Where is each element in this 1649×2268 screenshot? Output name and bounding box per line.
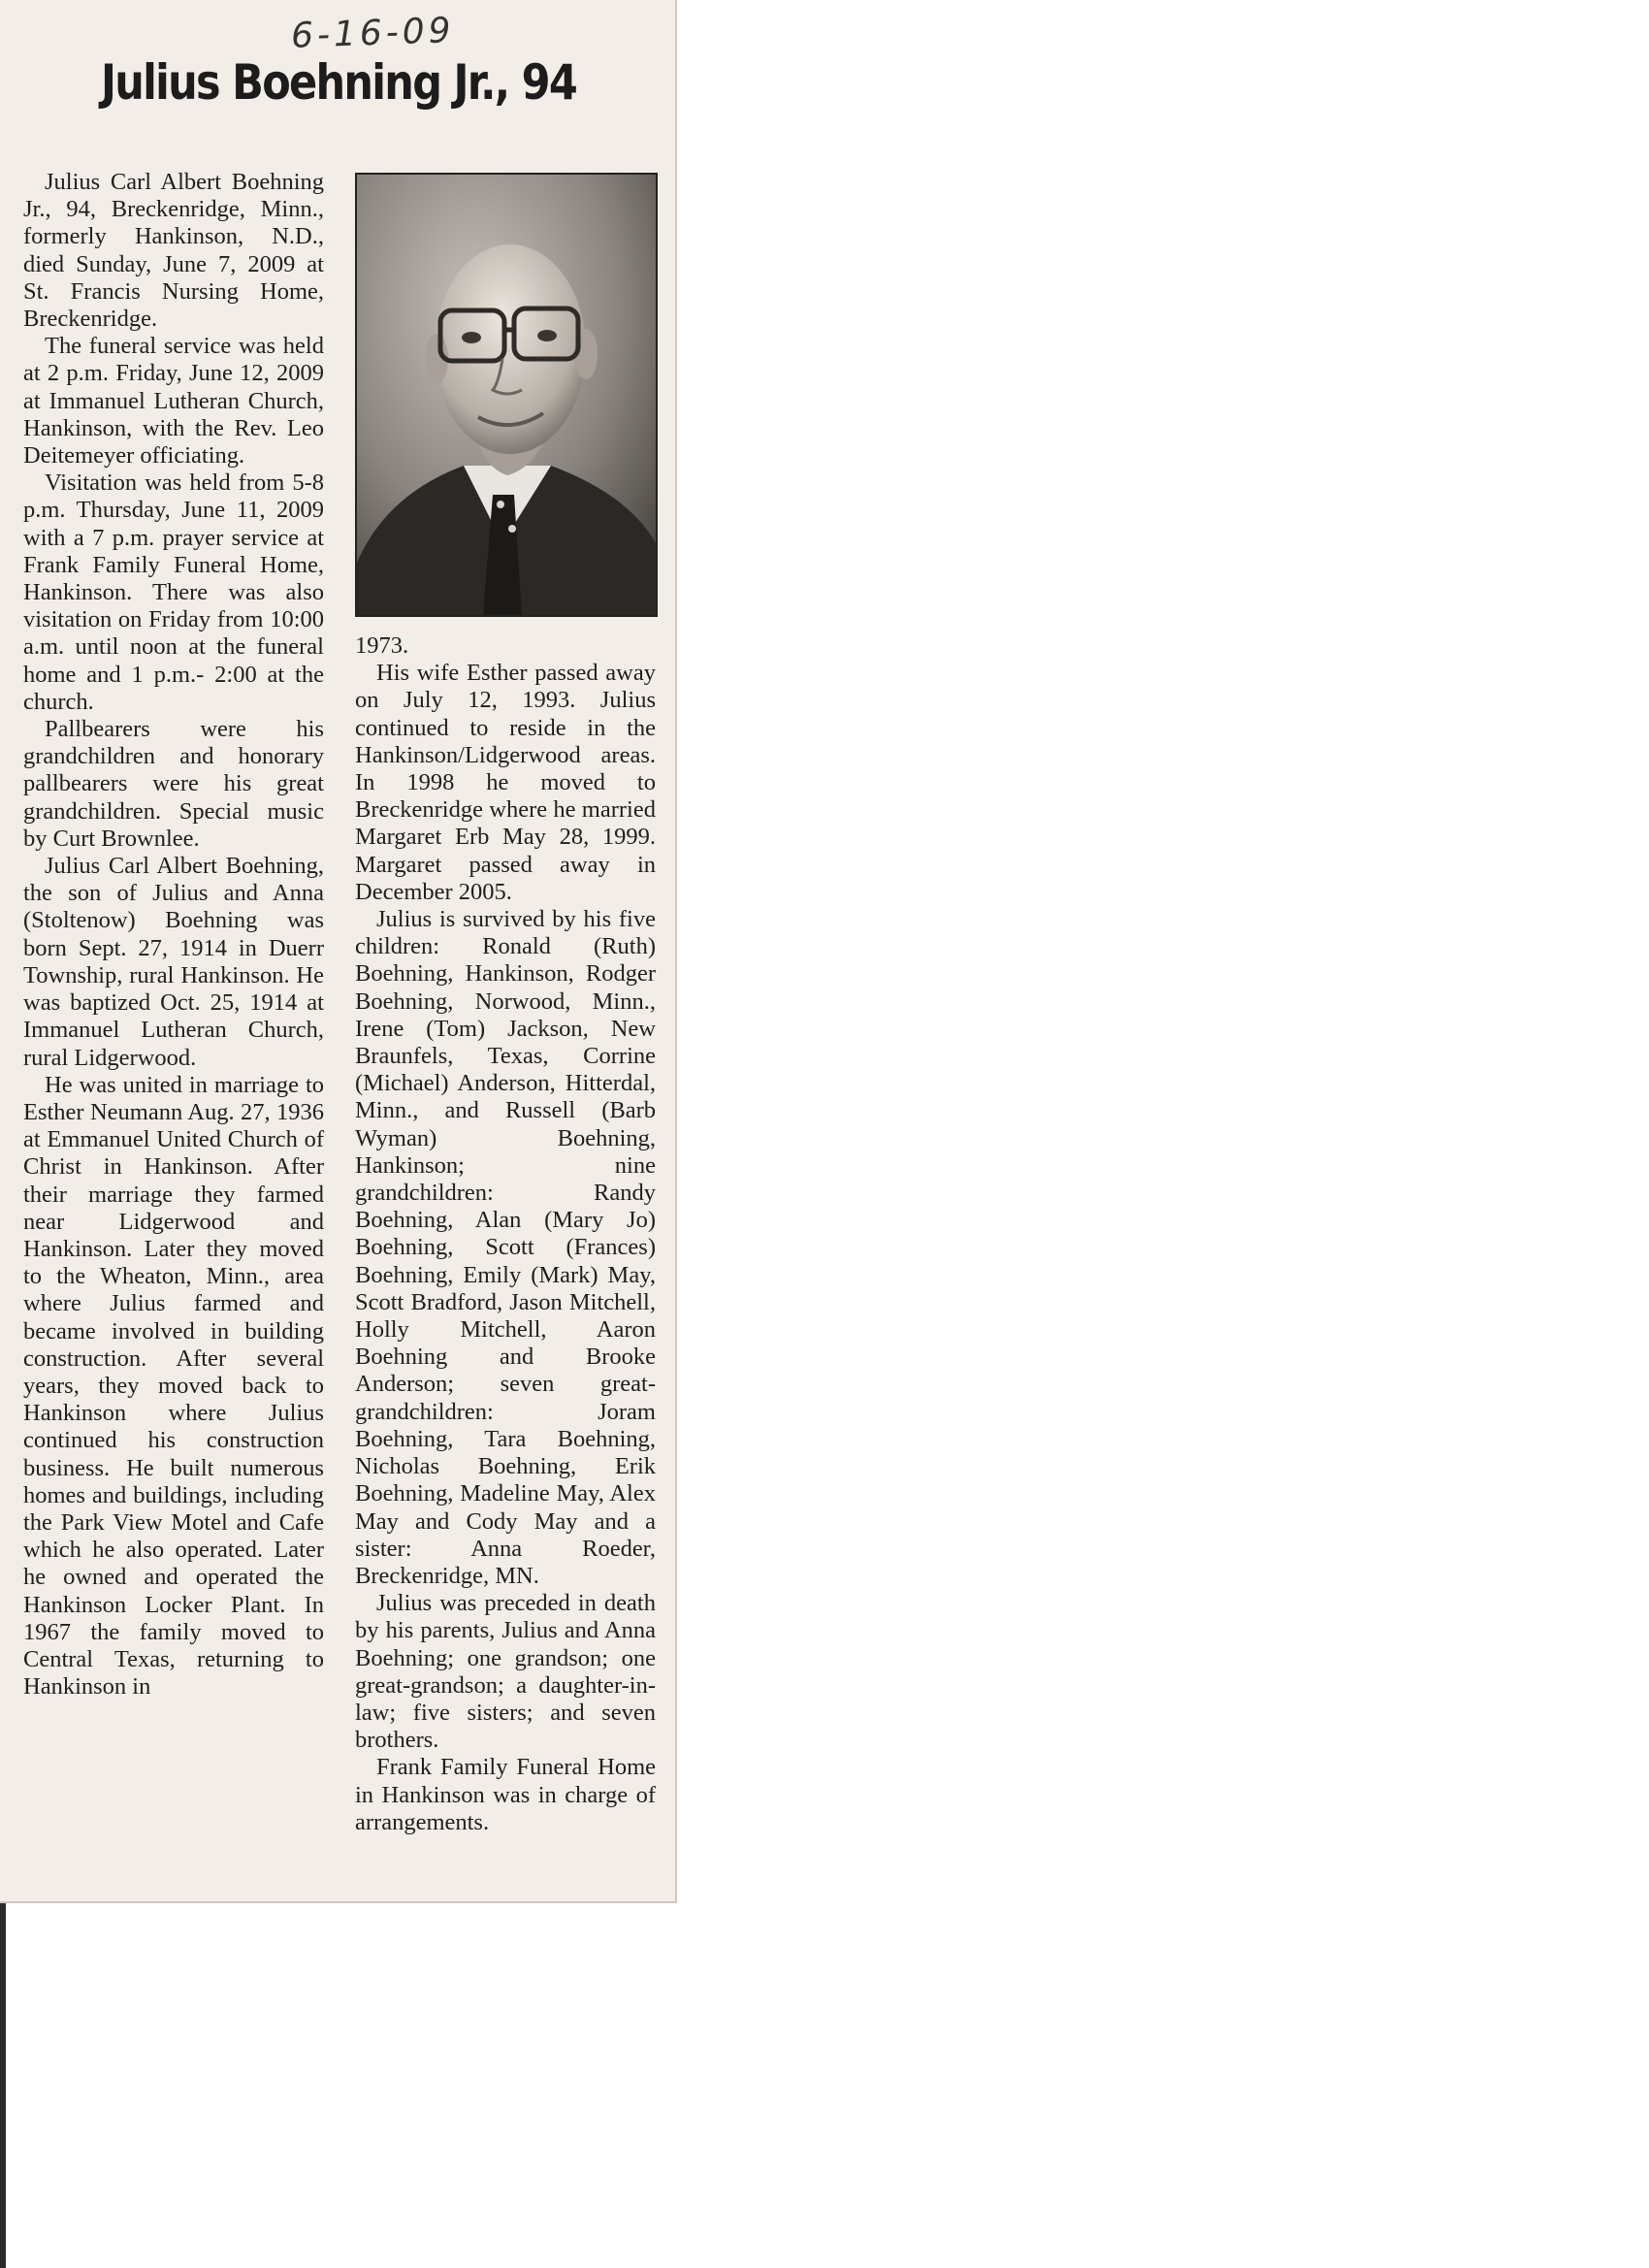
paragraph-continuation: 1973. (355, 632, 409, 659)
right-text-column (355, 632, 656, 1836)
portrait-photo (355, 173, 658, 617)
paragraph-visitation: Visitation was held from 5-8 p.m. Thursday, June 11, 2009 with a 7 p.m. prayer service at Frank Family Funeral Home, Hankinson. There was also visitation on Friday from 10:00 a.m. until noon at the funeral home and 1 p.m.- 2:00 at the church. (23, 470, 324, 715)
paragraph-pallbearers: Pallbearers were his grandchildren and honorary pallbearers were his great grandchildren. Special music by Curt Brownlee. (23, 716, 324, 852)
newspaper-clipping (0, 0, 677, 1903)
paragraph-death-notice: Julius Carl Albert Boehning Jr., 94, Breckenridge, Minn., formerly Hankinson, N.D., died Sunday, June 7, 2009 at St. Francis Nursing Home, Breckenridge. (23, 169, 324, 333)
paragraph-funeral-service: The funeral service was held at 2 p.m. Friday, June 12, 2009 at Immanuel Lutheran Church, Hankinson, with the Rev. Leo Deitemeyer officiating. (23, 333, 324, 470)
paragraph-arrangements: Frank Family Funeral Home in Hankinson was in charge of arrangements. (355, 1754, 656, 1835)
paragraph-later-life: His wife Esther passed away on July 12, 1993. Julius continued to reside in the Hankinson/Lidgerwood areas. In 1998 he moved to Breckenridge where he married Margaret Erb May 28, 1999. Margaret passed away in December 2005. (355, 660, 656, 905)
paragraph-marriage-career: He was united in marriage to Esther Neumann Aug. 27, 1936 at Emmanuel United Church of Christ in Hankinson. After their marriage they farmed near Lidgerwood and Hankinson. Later they moved to the Wheaton, Minn., area where Julius farmed and became involved in building construction. After several years, they moved back to Hankinson where Julius continued his construction business. He built numerous homes and buildings, including the Park View Motel and Cafe which he also operated. Later he owned and operated the Hankinson Locker Plant. In 1967 the family moved to Central Texas, returning to Hankinson in (23, 1071, 324, 1701)
paragraph-birth: Julius Carl Albert Boehning, the son of Julius and Anna (Stoltenow) Boehning was born Sept. 27, 1914 in Duerr Township, rural Hankinson. He was baptized Oct. 25, 1914 at Immanuel Lutheran Church, rural Lidgerwood. (23, 853, 324, 1071)
scanner-edge (0, 1903, 6, 2268)
handwritten-date: 6-16-09 (290, 11, 456, 56)
portrait-illustration (357, 175, 656, 615)
paragraph-preceded-in-death: Julius was preceded in death by his parents, Julius and Anna Boehning; one grandson; one great-grandson; a daughter-in-law; five sisters; and seven brothers. (355, 1590, 656, 1754)
left-text-column (23, 169, 324, 1701)
obituary-headline: Julius Boehning Jr., 94 (100, 54, 577, 111)
paragraph-survivors: Julius is survived by his five children: Ronald (Ruth) Boehning, Hankinson, Rodger Boehning, Norwood, Minn., Irene (Tom) Jackson, New Braunfels, Texas, Corrine (Michael) Anderson, Hitterdal, Minn., and Russell (Barb Wyman) Boehning, Hankinson; nine grandchildren: Randy Boehning, Alan (Mary Jo) Boehning, Scott (Frances) Boehning, Emily (Mark) May, Scott Bradford, Jason Mitchell, Holly Mitchell, Aaron Boehning and Brooke Anderson; seven great-grandchildren: Joram Boehning, Tara Boehning, Nicholas Boehning, Erik Boehning, Madeline May, Alex May and Cody May and a sister: Anna Roeder, Breckenridge, MN. (355, 906, 656, 1589)
